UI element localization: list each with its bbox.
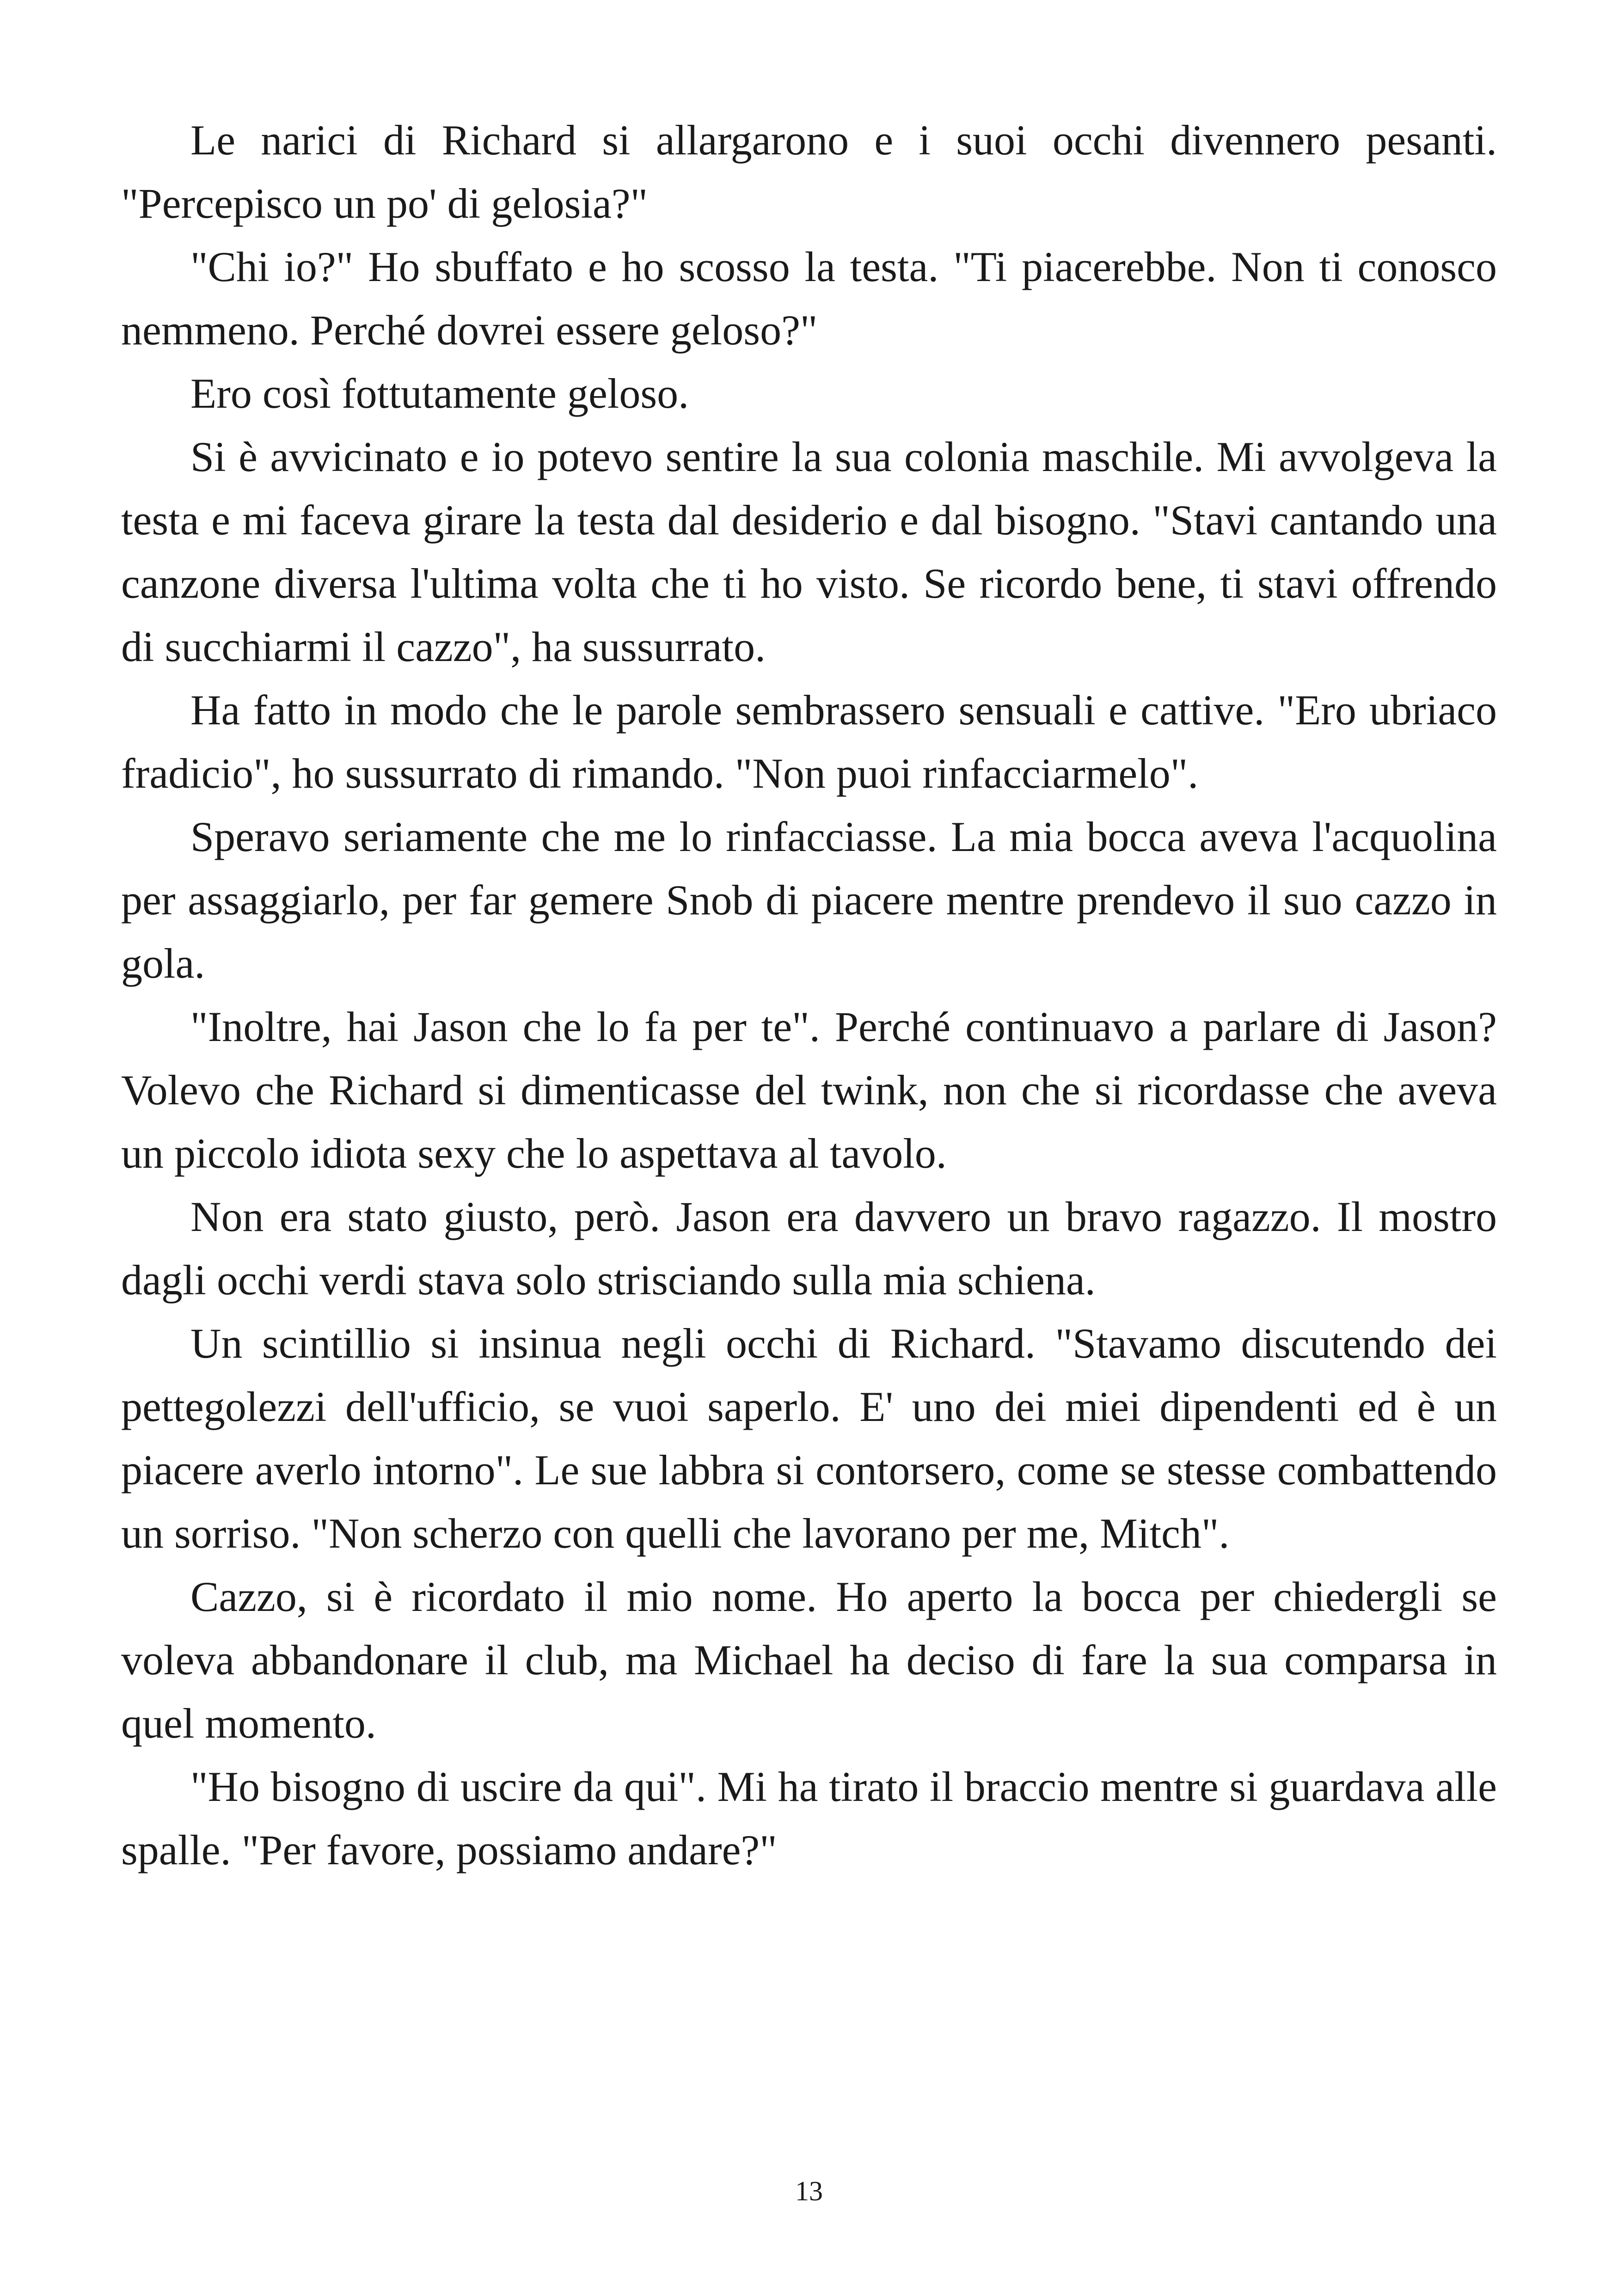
paragraph: Speravo seriamente che me lo rinfacciasse. La mia bocca aveva l'acquolina per assaggiarlo, per far gemere Snob di piacere mentre prendevo il suo cazzo in gola. <box>121 813 1497 987</box>
paragraph: "Inoltre, hai Jason che lo fa per te". Perché continuavo a parlare di Jason? Volevo che Richard si dimenticasse del twink, non che si ricordasse che aveva un piccolo idiota sexy che lo aspettava al tavolo. <box>121 1003 1497 1177</box>
paragraph: Si è avvicinato e io potevo sentire la sua colonia maschile. Mi avvolgeva la testa e mi faceva girare la testa dal desiderio e dal bisogno. "Stavi cantando una canzone diversa l'ultima volta che ti ho visto. Se ricordo bene, ti stavi offrendo di succhiarmi il cazzo", ha sussurrato. <box>121 433 1497 670</box>
paragraph: "Ho bisogno di uscire da qui". Mi ha tirato il braccio mentre si guardava alle spalle. "Per favore, possiamo andare?" <box>121 1763 1497 1874</box>
paragraph: Ero così fottutamente geloso. <box>190 370 689 417</box>
paragraph: Un scintillio si insinua negli occhi di Richard. "Stavamo discutendo dei pettegolezzi dell'ufficio, se vuoi saperlo. E' uno dei miei dipendenti ed è un piacere averlo intorno". Le sue labbra si contorsero, come se stesse combattendo un sorriso. "Non scherzo con quelli che lavorano per me, Mitch". <box>121 1320 1497 1557</box>
page-body-text <box>121 109 1497 1882</box>
paragraph: Le narici di Richard si allargarono e i suoi occhi divennero pesanti. "Percepisco un po' di gelosia?" <box>121 116 1497 227</box>
paragraph: Cazzo, si è ricordato il mio nome. Ho aperto la bocca per chiedergli se voleva abbandonare il club, ma Michael ha deciso di fare la sua comparsa in quel momento. <box>121 1573 1497 1747</box>
page-number: 13 <box>795 2176 823 2206</box>
paragraph: "Chi io?" Ho sbuffato e ho scosso la testa. "Ti piacerebbe. Non ti conosco nemmeno. Perché dovrei essere geloso?" <box>121 243 1497 354</box>
paragraph: Non era stato giusto, però. Jason era davvero un bravo ragazzo. Il mostro dagli occhi verdi stava solo strisciando sulla mia schiena. <box>121 1193 1497 1304</box>
paragraph: Ha fatto in modo che le parole sembrassero sensuali e cattive. "Ero ubriaco fradicio", ho sussurrato di rimando. "Non puoi rinfacciarmelo". <box>121 686 1497 797</box>
